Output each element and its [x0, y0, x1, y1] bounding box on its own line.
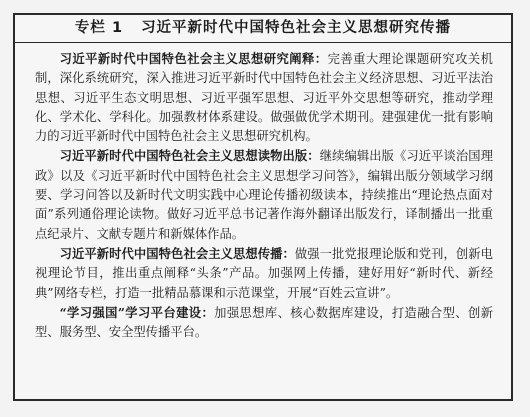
paragraph-publishing [35, 146, 493, 243]
paragraph-lead: 习近平新时代中国特色社会主义思想研究阐释： [59, 51, 328, 66]
paragraph-research [35, 49, 493, 146]
paragraph-lead: “学习强国”学习平台建设： [59, 304, 215, 320]
paragraph-text: 加强思想库、核心数据库建设，打造融合型、创新型、服务型、安全型传播平台。 [35, 305, 493, 340]
paragraph-text: 完善重大理论课题研究攻关机制，深化系统研究，深入推进习近平新时代中国特色社会主义经济思想、习近平法治思想、习近平生态文明思想、习近平强军思想、习近平外交思想等研究，推动学理化、学术化、学科化。加强教材体系建设。做强做优学术期刊。建强建优一批有影响力的习近平新时代中国特色社会主义思想研究机构。 [35, 52, 493, 144]
column-label: 专栏 1 [74, 20, 124, 36]
title-divider [15, 42, 511, 43]
column-body [35, 49, 493, 342]
paragraph-lead: 习近平新时代中国特色社会主义思想读物出版： [59, 148, 320, 164]
paragraph-lead: 习近平新时代中国特色社会主义思想传播： [59, 245, 295, 261]
column-box [13, 13, 513, 401]
column-heading: 习近平新时代中国特色社会主义思想研究传播 [141, 20, 452, 36]
column-title [15, 18, 511, 38]
paragraph-dissemination [35, 244, 493, 303]
paragraph-text: 做强一批党报理论版和党刊，创新电视理论节目，推出重点阐释“头条”产品。加强网上传播，建好用好“新时代、新经典”网络专栏，打造一批精品慕课和示范课堂，开展“百姓云宣讲”。 [35, 246, 493, 300]
paragraph-platform [35, 303, 493, 343]
paragraph-text: 继续编辑出版《习近平谈治国理政》以及《习近平新时代中国特色社会主义思想学习问答》，编辑出版分领域学习纲要、学习问答以及新时代文明实践中心理论传播初级读本，持续推出“理论热点面对面”系列通俗理论读物。做好习近平总书记著作海外翻译出版发行，译制播出一批重点纪录片、文献专题片和新媒体作品。 [35, 149, 493, 241]
